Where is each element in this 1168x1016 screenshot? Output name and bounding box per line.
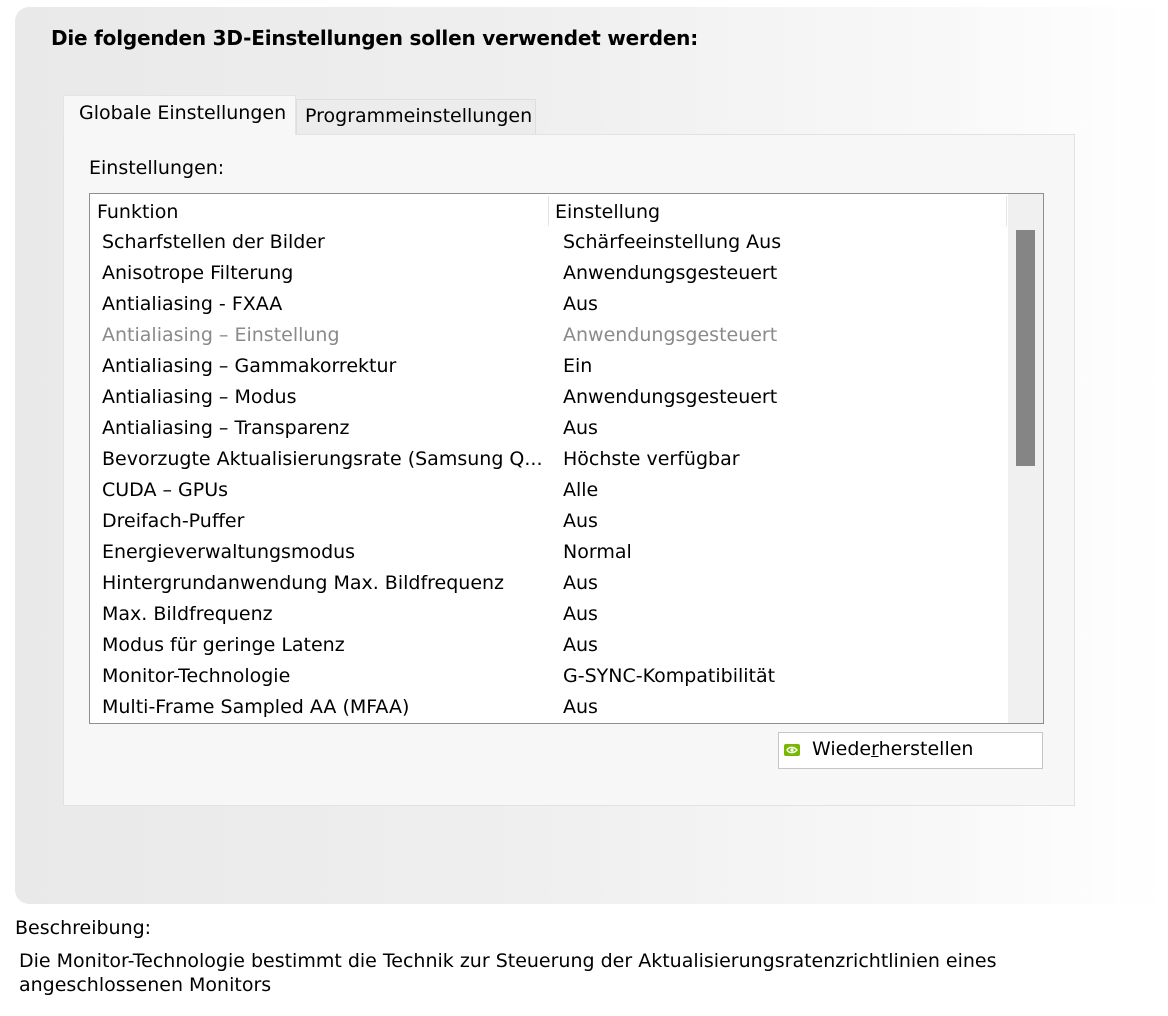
column-divider[interactable]	[1006, 196, 1007, 226]
row-function: CUDA – GPUs	[102, 479, 229, 501]
tab-program-settings[interactable]	[296, 99, 536, 134]
list-item[interactable]	[90, 663, 1008, 694]
restore-button[interactable]	[778, 732, 1043, 769]
row-function: Monitor-Technologie	[102, 665, 291, 687]
description-text: Die Monitor-Technologie bestimmt die Technik zur Steuerung der Aktualisierungsratenzrichtlinien eines angeschlossenen Monitors	[19, 950, 997, 996]
list-header	[90, 194, 1008, 228]
tab-label: Programmeinstellungen	[305, 105, 533, 127]
row-function: Antialiasing – Transparenz	[102, 417, 350, 439]
page-title: Die folgenden 3D-Einstellungen sollen verwendet werden:	[51, 26, 699, 50]
list-item[interactable]	[90, 415, 1008, 446]
row-setting: Aus	[563, 572, 598, 594]
row-setting: Anwendungsgesteuert	[563, 324, 778, 346]
settings-list[interactable]	[89, 193, 1044, 724]
settings-list-label: Einstellungen:	[89, 157, 225, 179]
list-item[interactable]	[90, 539, 1008, 570]
row-function: Hintergrundanwendung Max. Bildfrequenz	[102, 572, 505, 594]
row-setting: Anwendungsgesteuert	[563, 386, 778, 408]
row-setting: Normal	[563, 541, 632, 563]
row-function: Max. Bildfrequenz	[102, 603, 273, 625]
row-setting: Höchste verfügbar	[563, 448, 740, 470]
list-item[interactable]	[90, 632, 1008, 663]
restore-button-label: Wiederherstellen	[812, 738, 974, 760]
row-setting: Ein	[563, 355, 593, 377]
row-function: Dreifach-Puffer	[102, 510, 245, 532]
column-divider[interactable]	[548, 196, 549, 226]
list-item[interactable]	[90, 570, 1008, 601]
scrollbar-thumb[interactable]	[1016, 230, 1035, 466]
list-item[interactable]	[90, 260, 1008, 291]
column-header-function[interactable]: Funktion	[97, 201, 179, 223]
row-setting: Aus	[563, 696, 598, 718]
nvidia-logo-icon	[784, 744, 800, 756]
tab-label: Globale Einstellungen	[79, 102, 287, 124]
list-item[interactable]	[90, 508, 1008, 539]
column-header-setting[interactable]: Einstellung	[555, 201, 661, 223]
row-function: Antialiasing – Gammakorrektur	[102, 355, 397, 377]
list-item[interactable]	[90, 229, 1008, 260]
row-setting: Aus	[563, 417, 598, 439]
list-item[interactable]	[90, 291, 1008, 322]
list-item[interactable]	[90, 601, 1008, 632]
tab-global-settings[interactable]	[63, 95, 296, 135]
settings-rows	[90, 229, 1008, 724]
list-item[interactable]	[90, 322, 1008, 353]
row-setting: Aus	[563, 510, 598, 532]
row-function: Bevorzugte Aktualisierungsrate (Samsung Q...	[102, 448, 542, 470]
row-function: Multi-Frame Sampled AA (MFAA)	[102, 696, 410, 718]
description-title: Beschreibung:	[15, 917, 152, 939]
vertical-scrollbar[interactable]	[1008, 194, 1043, 723]
row-function: Anisotrope Filterung	[102, 262, 294, 284]
list-item[interactable]	[90, 446, 1008, 477]
list-item[interactable]	[90, 477, 1008, 508]
list-item[interactable]	[90, 694, 1008, 724]
row-function: Antialiasing – Modus	[102, 386, 297, 408]
row-setting: Alle	[563, 479, 599, 501]
row-function: Scharfstellen der Bilder	[102, 231, 325, 253]
row-setting: Aus	[563, 293, 598, 315]
list-item[interactable]	[90, 353, 1008, 384]
row-function: Energieverwaltungsmodus	[102, 541, 356, 563]
row-setting: Aus	[563, 603, 598, 625]
row-setting: Schärfeeinstellung Aus	[563, 231, 782, 253]
row-function: Antialiasing - FXAA	[102, 293, 283, 315]
row-setting: Aus	[563, 634, 598, 656]
row-setting: Anwendungsgesteuert	[563, 262, 778, 284]
row-setting: G-SYNC-Kompatibilität	[563, 665, 776, 687]
row-function: Antialiasing – Einstellung	[102, 324, 340, 346]
row-function: Modus für geringe Latenz	[102, 634, 345, 656]
list-item[interactable]	[90, 384, 1008, 415]
